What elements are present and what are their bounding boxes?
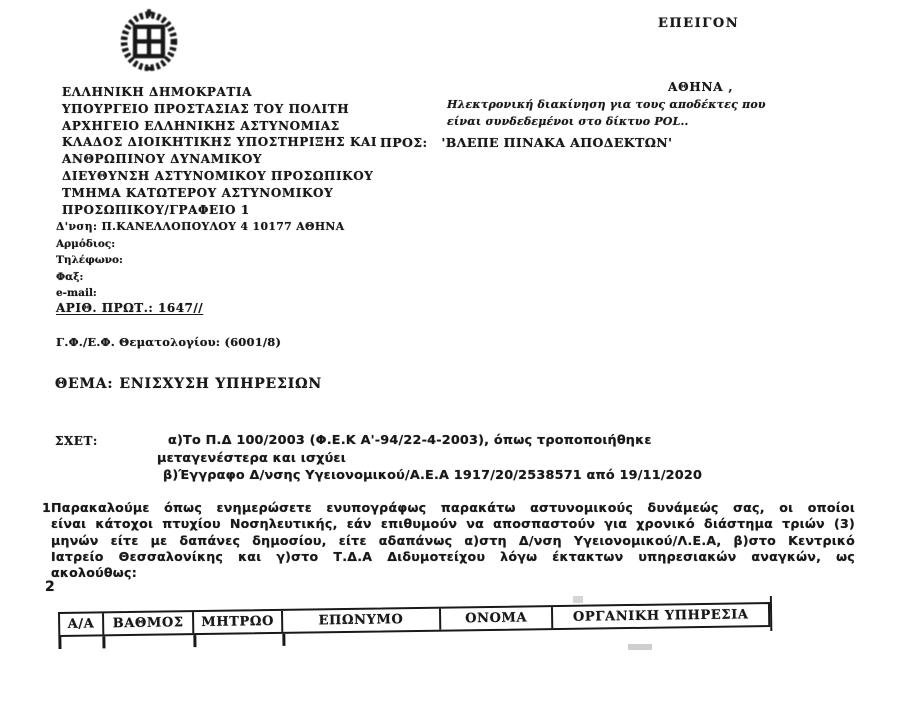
- body-line: μηνών είτε με δαπάνες δημοσίου, είτε αδαπάνως α)στη Δ/νση Υγειονομικού/Λ.Ε.Α, β)στο Κεντρικό: [51, 532, 855, 548]
- sender-line: ΠΡΟΣΩΠΙΚΟΥ/ΓΡΑΦΕΙΟ 1: [62, 202, 250, 217]
- sender-line: ΑΡΧΗΓΕΙΟ ΕΛΛΗΝΙΚΗΣ ΑΣΤΥΝΟΜΙΑΣ: [62, 118, 340, 133]
- table-gridline-stub: [769, 596, 772, 631]
- electronic-distribution-note: [447, 97, 766, 130]
- body-line: είναι κάτοχοι πτυχίου Νοσηλευτικής, εάν επιθυμούν να αποσπαστούν για χρονικό διάστημα τριών (3): [51, 516, 855, 532]
- sender-line: ΕΛΛΗΝΙΚΗ ΔΗΜΟΚΡΑΤΙΑ: [62, 85, 253, 99]
- column-header: ΟΝΟΜΑ: [441, 607, 554, 630]
- urgency-stamp: ΕΠΕΙΓΟΝ: [658, 16, 740, 31]
- reference-line: α)Το Π.Δ 100/2003 (Φ.Ε.Κ Α'-94/22-4-2003), όπως τροποποιήθηκε: [168, 433, 652, 448]
- note-line: Ηλεκτρονική διακίνηση για τους αποδέκτες που: [447, 98, 766, 111]
- column-header: ΟΡΓΑΝΙΚΗ ΥΠΗΡΕΣΙΑ: [572, 607, 749, 625]
- sender-contact-block: [56, 236, 123, 302]
- to-label: ΠΡΟΣ:: [380, 135, 428, 150]
- sender-line: ΤΜΗΜΑ ΚΑΤΩΤΕΡΟΥ ΑΣΤΥΝΟΜΙΚΟΥ: [62, 185, 334, 200]
- reference-line: β)Έγγραφο Δ/νσης Υγειονομικού/Α.Ε.Α 1917/20/2538571 από 19/11/2020: [163, 468, 703, 484]
- body-paragraph: [42, 500, 855, 581]
- greek-national-emblem-icon: [112, 7, 186, 73]
- table-gridline-stub: [58, 637, 61, 649]
- column-header: ΒΑΘΜΟΣ: [104, 612, 195, 634]
- scan-smudge: [628, 644, 652, 650]
- sender-address: Δ'νση: Π.ΚΑΝΕΛΛΟΠΟΥΛΟΥ 4 10177 ΑΘΗΝΑ: [56, 220, 345, 233]
- reference-line: μεταγενέστερα και ισχύει: [157, 450, 346, 466]
- body-line: Ιατρείο Θεσσαλονίκης και γ)στο Τ.Δ.Α Διδυμοτείχου λόγω έκτακτων υπηρεσιακών αναγκών, ως: [51, 548, 855, 564]
- column-header: ΜΗΤΡΩΟ: [194, 611, 283, 633]
- contact-line: e-mail:: [56, 287, 97, 300]
- city-date: ΑΘΗΝΑ ,: [668, 80, 734, 94]
- contact-line: Αρμόδιος:: [56, 238, 116, 250]
- body-line: Παρακαλούμε όπως ενημερώσετε ενυπογράφως παρακάτω αστυνομικούς δυνάμεώς σας, οι οποίοι: [51, 500, 855, 515]
- recipient-line: [380, 135, 672, 150]
- recipients-table: [58, 602, 770, 637]
- column-header: ΕΠΩΝΥΜΟ: [283, 609, 441, 632]
- body-line: ακολούθως:: [51, 565, 137, 581]
- table-gridline-stub: [193, 635, 196, 647]
- file-reference: Γ.Φ./Ε.Φ. Θεματολογίου: (6001/8): [56, 335, 282, 349]
- column-header: Α/Α: [60, 613, 104, 635]
- subject-line: [55, 376, 322, 392]
- sender-line: ΥΠΟΥΡΓΕΙΟ ΠΡΟΣΤΑΣΙΑΣ ΤΟΥ ΠΟΛΙΤΗ: [62, 101, 350, 116]
- references-block: [157, 432, 702, 485]
- references-label: ΣΧΕΤ:: [55, 434, 98, 448]
- sender-line: ΑΝΘΡΩΠΙΝΟΥ ΔΥΝΑΜΙΚΟΥ: [62, 152, 263, 167]
- note-line: είναι συνδεδεμένοι στο δίκτυο POL..: [447, 114, 689, 128]
- table-gridline-stub: [102, 636, 105, 648]
- sender-line: ΔΙΕΥΘΥΝΣΗ ΑΣΤΥΝΟΜΙΚΟΥ ΠΡΟΣΩΠΙΚΟΥ: [62, 168, 374, 183]
- subject-label: ΘΕΜΑ:: [55, 376, 114, 392]
- to-value: 'ΒΛΕΠΕ ΠΙΝΑΚΑ ΑΠΟΔΕΚΤΩΝ': [441, 135, 673, 150]
- contact-line: Φαξ:: [56, 270, 84, 283]
- sender-header-block: [62, 84, 377, 218]
- scan-smudge: [573, 596, 583, 603]
- next-paragraph-number: 2: [45, 579, 55, 595]
- paragraph-number: 1: [42, 500, 52, 515]
- table-gridline-stub: [282, 634, 285, 646]
- protocol-number: ΑΡΙΘ. ΠΡΩΤ.: 1647//: [56, 301, 204, 315]
- contact-line: Τηλέφωνο:: [56, 254, 123, 267]
- subject-text: ΕΝΙΣΧΥΣΗ ΥΠΗΡΕΣΙΩΝ: [119, 376, 322, 392]
- table-header-row: [58, 602, 770, 637]
- sender-line: ΚΛΑΔΟΣ ΔΙΟΙΚΗΤΙΚΗΣ ΥΠΟΣΤΗΡΙΞΗΣ ΚΑΙ: [62, 135, 378, 150]
